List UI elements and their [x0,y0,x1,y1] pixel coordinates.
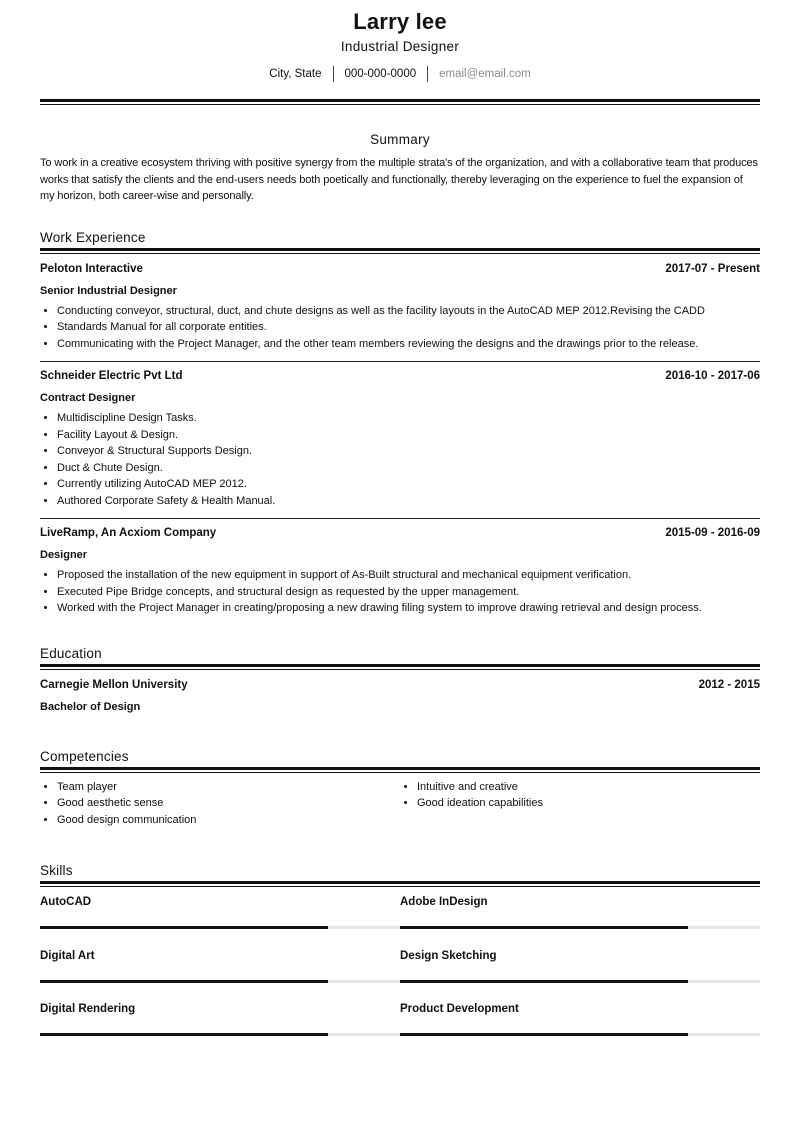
list-item: • Good design communication [57,812,400,829]
list-item: • Facility Layout & Design. [57,427,760,444]
entry-dates: 2017-07 - Present [665,262,760,275]
list-item: • Duct & Chute Design. [57,460,760,477]
skill-level-fill [40,980,328,983]
work-entry [40,526,760,617]
list-item: • Good aesthetic sense [57,795,400,812]
location-text: City, State [269,68,322,80]
competencies-section [40,749,760,829]
list-item: • Good ideation capabilities [417,795,760,812]
skills-grid [40,891,760,1052]
bullet-list [40,303,760,353]
skill-item [40,945,400,999]
company-name: Peloton Interactive [40,262,143,275]
contact-line [40,65,760,83]
bullet-list [40,567,760,617]
resume-page [40,0,760,1052]
list-item: • Team player [57,779,400,796]
skill-item [400,998,760,1052]
skill-level-fill [40,1033,328,1036]
skills-section [40,863,760,1052]
list-item: • Executed Pipe Bridge concepts, and structural design as requested by the upper management. [57,584,760,601]
section-rule [40,664,760,670]
skill-name: Adobe InDesign [400,896,488,908]
candidate-title: Industrial Designer [340,39,460,54]
entry-divider [40,361,760,362]
skill-name: Design Sketching [400,949,497,962]
work-entry [40,262,760,363]
education-section [40,646,760,714]
skill-name: Product Development [400,1003,519,1015]
section-rule [40,248,760,254]
list-item: • Communicating with the Project Manager, and the other team members reviewing the designs and the drawings prior to the release. [57,336,760,353]
skill-level-bar [40,1033,400,1036]
competency-list-left [40,779,400,829]
header-rule-thick [40,99,760,102]
skill-item [400,945,760,999]
entry-dates: 2012 - 2015 [698,678,760,691]
job-role: Contract Designer [40,392,136,404]
entry-dates: 2016-10 - 2017-06 [665,370,760,382]
competency-list-right [400,779,760,829]
skill-level-bar [400,926,760,929]
skill-name: Digital Rendering [40,1003,136,1015]
list-item: • Currently utilizing AutoCAD MEP 2012. [57,476,760,493]
skill-name: AutoCAD [40,896,92,908]
skill-item [400,891,760,945]
section-rule [40,881,760,887]
job-role: Designer [40,549,88,561]
skills-heading: Skills [40,863,73,878]
skill-level-bar [40,926,400,929]
job-role: Senior Industrial Designer [40,284,177,297]
list-item: • Proposed the installation of the new equipment in support of As-Built structural and mechanical equipment verification. [57,567,760,584]
education-entry [40,678,760,714]
degree: Bachelor of Design [40,700,141,713]
company-name: LiveRamp, An Acxiom Company [40,527,217,539]
list-item: • Conducting conveyor, structural, duct, and chute designs as well as the facility layouts in the AutoCAD MEP 2012.Revising the CADD [57,303,760,320]
school-name: Carnegie Mellon University [40,678,188,691]
entry-dates: 2015-09 - 2016-09 [665,527,760,539]
skill-level-fill [400,926,688,929]
summary-text: To work in a creative ecosystem thriving with positive synergy from the multiple strata's of the organization, and with a collaborative team that produces works that satisfy the clients and the end-users needs both poetically and functionally, thereby leveraging on the experience to fuel the expansion of my horizon, both career-wise and personally. [40,157,758,202]
list-item: • Conveyor & Structural Supports Design. [57,443,760,460]
list-item: • Intuitive and creative [417,779,760,796]
email-link[interactable]: email@email.com [439,68,531,80]
education-heading: Education [40,645,102,661]
list-item: • Standards Manual for all corporate entities. [57,319,760,336]
bullet-list [40,410,760,509]
skill-level-fill [40,926,328,929]
summary-heading: Summary [370,132,430,147]
work-section [40,230,760,617]
skill-name: Digital Art [40,949,95,962]
skill-level-bar [40,980,400,983]
list-item: • Multidiscipline Design Tasks. [57,410,760,427]
competencies-heading: Competencies [40,748,129,764]
candidate-name: Larry lee [353,9,447,34]
skill-level-bar [400,980,760,983]
work-entry [40,369,760,519]
phone-text: 000-000-0000 [344,68,417,80]
skill-level-fill [400,980,688,983]
resume-header [40,0,760,83]
header-rule-thin [40,104,760,105]
list-item: • Worked with the Project Manager in creating/proposing a new drawing filing system to improve drawing retrieval and design process. [57,600,760,617]
skill-level-bar [400,1033,760,1036]
skill-level-fill [400,1033,688,1036]
work-heading: Work Experience [40,229,146,245]
company-name: Schneider Electric Pvt Ltd [40,370,183,382]
entry-divider [40,518,760,519]
section-rule [40,767,760,773]
list-item: • Authored Corporate Safety & Health Manual. [57,493,760,510]
skill-item [40,891,400,945]
skill-item [40,998,400,1052]
